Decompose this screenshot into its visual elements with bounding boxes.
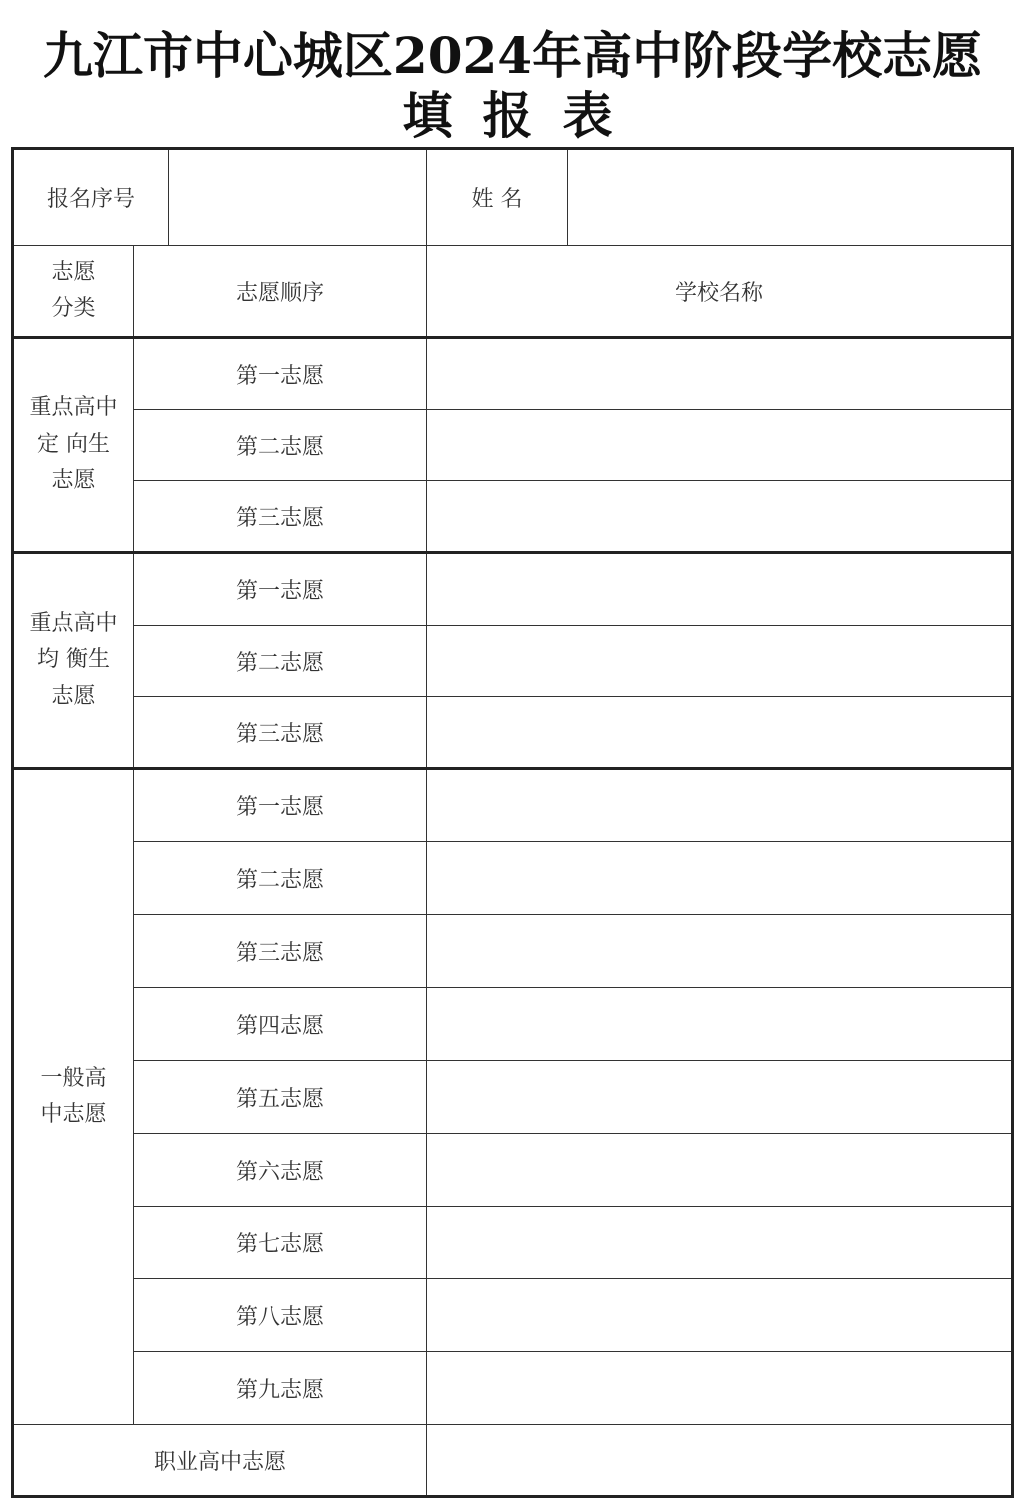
preference-order: 第一志愿 bbox=[134, 338, 427, 410]
school-name-field[interactable] bbox=[427, 915, 1013, 988]
category-cell bbox=[13, 338, 134, 553]
table-row bbox=[13, 626, 1013, 697]
reg-no-field[interactable] bbox=[169, 149, 427, 246]
col-header-order: 志愿顺序 bbox=[134, 246, 427, 338]
school-name-field[interactable] bbox=[427, 697, 1013, 769]
table-row bbox=[13, 1207, 1013, 1279]
preference-order: 第九志愿 bbox=[134, 1352, 427, 1425]
school-name-field[interactable] bbox=[427, 1352, 1013, 1425]
reg-no-label: 报名序号 bbox=[13, 149, 169, 246]
table-row bbox=[13, 1134, 1013, 1207]
school-name-field[interactable] bbox=[427, 1207, 1013, 1279]
preference-order: 第二志愿 bbox=[134, 410, 427, 481]
preference-order: 第三志愿 bbox=[134, 697, 427, 769]
preference-order: 第四志愿 bbox=[134, 988, 427, 1061]
col-header-category: 志愿 分类 bbox=[13, 246, 134, 338]
preference-order: 第一志愿 bbox=[134, 553, 427, 626]
school-name-field[interactable] bbox=[427, 842, 1013, 915]
form-title-line2: 填报表 bbox=[402, 86, 643, 145]
school-name-field[interactable] bbox=[427, 338, 1013, 410]
vocational-label: 职业高中志愿 bbox=[13, 1425, 427, 1497]
preference-order: 第六志愿 bbox=[134, 1134, 427, 1207]
category-cell bbox=[13, 769, 134, 1425]
preference-order: 第二志愿 bbox=[134, 626, 427, 697]
school-name-field[interactable] bbox=[427, 626, 1013, 697]
school-name-field[interactable] bbox=[427, 769, 1013, 842]
preference-order: 第二志愿 bbox=[134, 842, 427, 915]
table-row bbox=[13, 915, 1013, 988]
table-row bbox=[13, 338, 1013, 410]
table-row bbox=[13, 1061, 1013, 1134]
name-field[interactable] bbox=[568, 149, 1013, 246]
preference-order: 第一志愿 bbox=[134, 769, 427, 842]
table-row bbox=[13, 1425, 1013, 1497]
table-row bbox=[13, 481, 1013, 553]
table-row bbox=[13, 1279, 1013, 1352]
category-label: 一般高中志愿 bbox=[40, 1065, 107, 1127]
application-form-table bbox=[11, 147, 1014, 1498]
category-cell bbox=[13, 553, 134, 769]
preference-order: 第七志愿 bbox=[134, 1207, 427, 1279]
table-row bbox=[13, 769, 1013, 842]
table-row bbox=[13, 842, 1013, 915]
table-row bbox=[13, 1352, 1013, 1425]
preference-order: 第八志愿 bbox=[134, 1279, 427, 1352]
table-row bbox=[13, 988, 1013, 1061]
school-name-field[interactable] bbox=[427, 481, 1013, 553]
school-name-field[interactable] bbox=[427, 1061, 1013, 1134]
school-name-field[interactable] bbox=[427, 1279, 1013, 1352]
col-header-school: 学校名称 bbox=[427, 246, 1013, 338]
name-label: 姓 名 bbox=[427, 149, 568, 246]
table-row bbox=[13, 553, 1013, 626]
table-row bbox=[13, 697, 1013, 769]
school-name-field[interactable] bbox=[427, 553, 1013, 626]
vocational-school-field[interactable] bbox=[427, 1425, 1013, 1497]
school-name-field[interactable] bbox=[427, 1134, 1013, 1207]
category-label: 重点高中定 向生志愿 bbox=[29, 395, 118, 494]
preference-order: 第五志愿 bbox=[134, 1061, 427, 1134]
school-name-field[interactable] bbox=[427, 988, 1013, 1061]
school-name-field[interactable] bbox=[427, 410, 1013, 481]
form-title-line1: 九江市中心城区2024年高中阶段学校志愿 bbox=[42, 26, 983, 85]
preference-order: 第三志愿 bbox=[134, 915, 427, 988]
category-label: 重点高中均 衡生志愿 bbox=[29, 610, 118, 709]
preference-order: 第三志愿 bbox=[134, 481, 427, 553]
table-row bbox=[13, 410, 1013, 481]
